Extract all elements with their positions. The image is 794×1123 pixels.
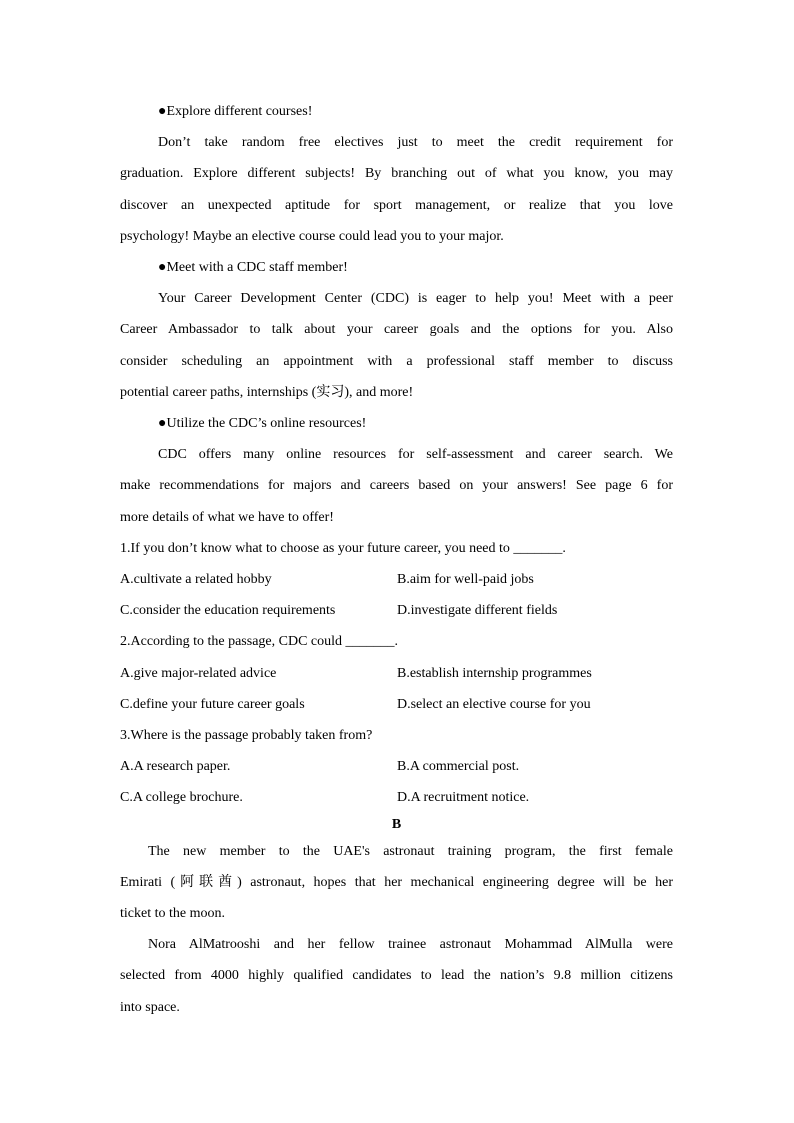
paragraph-line: Nora AlMatrooshi and her fellow trainee astronaut Mohammad AlMulla were — [148, 937, 673, 953]
paragraph-line: potential career paths, internships (实习), and more! — [120, 384, 414, 400]
option-a: A.give major-related advice — [120, 665, 277, 681]
paragraph-line: Don’t take random free electives just to meet the credit requirement for — [158, 135, 673, 151]
option-d: D.select an elective course for you — [397, 696, 591, 712]
option-b: B.A commercial post. — [397, 759, 520, 775]
paragraph-line: Career Ambassador to talk about your career goals and the options for you. Also — [120, 322, 673, 338]
option-c: C.A college brochure. — [120, 790, 243, 806]
option-d: D.A recruitment notice. — [397, 790, 530, 806]
option-a: A.cultivate a related hobby — [120, 572, 272, 588]
document-page — [120, 96, 673, 1023]
option-a: A.A research paper. — [120, 759, 231, 775]
option-c: C.consider the education requirements — [120, 603, 336, 619]
option-b: B.establish internship programmes — [397, 665, 592, 681]
paragraph-line: Your Career Development Center (CDC) is eager to help you! Meet with a peer — [158, 291, 673, 307]
question-3-options-row — [120, 782, 673, 813]
question-1-options-row — [120, 595, 673, 626]
bullet-heading-utilize: ●Utilize the CDC’s online resources! — [158, 416, 367, 432]
bullet-heading-meet: ●Meet with a CDC staff member! — [158, 260, 348, 276]
paragraph-line: CDC offers many online resources for self-assessment and career search. We — [158, 447, 673, 463]
question-2-stem: 2.According to the passage, CDC could _______. — [120, 634, 399, 650]
paragraph-line: psychology! Maybe an elective course could lead you to your major. — [120, 228, 504, 244]
paragraph-line: make recommendations for majors and careers based on your answers! See page 6 for — [120, 478, 673, 494]
paragraph-line: selected from 4000 highly qualified candidates to lead the nation’s 9.8 million citizens — [120, 968, 673, 984]
question-1-options-row — [120, 564, 673, 595]
paragraph-line: ticket to the moon. — [120, 906, 225, 922]
paragraph-line: into space. — [120, 999, 180, 1015]
paragraph-line: Emirati (阿联酋) astronaut, hopes that her mechanical engineering degree will be her — [120, 874, 673, 890]
paragraph-line: more details of what we have to offer! — [120, 509, 334, 525]
question-1-stem: 1.If you don’t know what to choose as your future career, you need to _______. — [120, 540, 566, 556]
question-3-options-row — [120, 751, 673, 782]
option-b: B.aim for well-paid jobs — [397, 572, 534, 588]
paragraph-line: The new member to the UAE's astronaut training program, the first female — [148, 843, 673, 859]
bullet-heading-explore: ●Explore different courses! — [158, 104, 313, 119]
paragraph-line: consider scheduling an appointment with a professional staff member to discuss — [120, 353, 673, 369]
paragraph-line: graduation. Explore different subjects! By branching out of what you know, you may — [120, 166, 673, 182]
question-2-options-row — [120, 658, 673, 689]
section-b-label: B — [391, 816, 402, 832]
option-d: D.investigate different fields — [397, 603, 558, 619]
question-2-options-row — [120, 689, 673, 720]
option-c: C.define your future career goals — [120, 696, 305, 712]
paragraph-line: discover an unexpected aptitude for sport management, or realize that you love — [120, 197, 673, 213]
question-3-stem: 3.Where is the passage probably taken from? — [120, 728, 373, 744]
